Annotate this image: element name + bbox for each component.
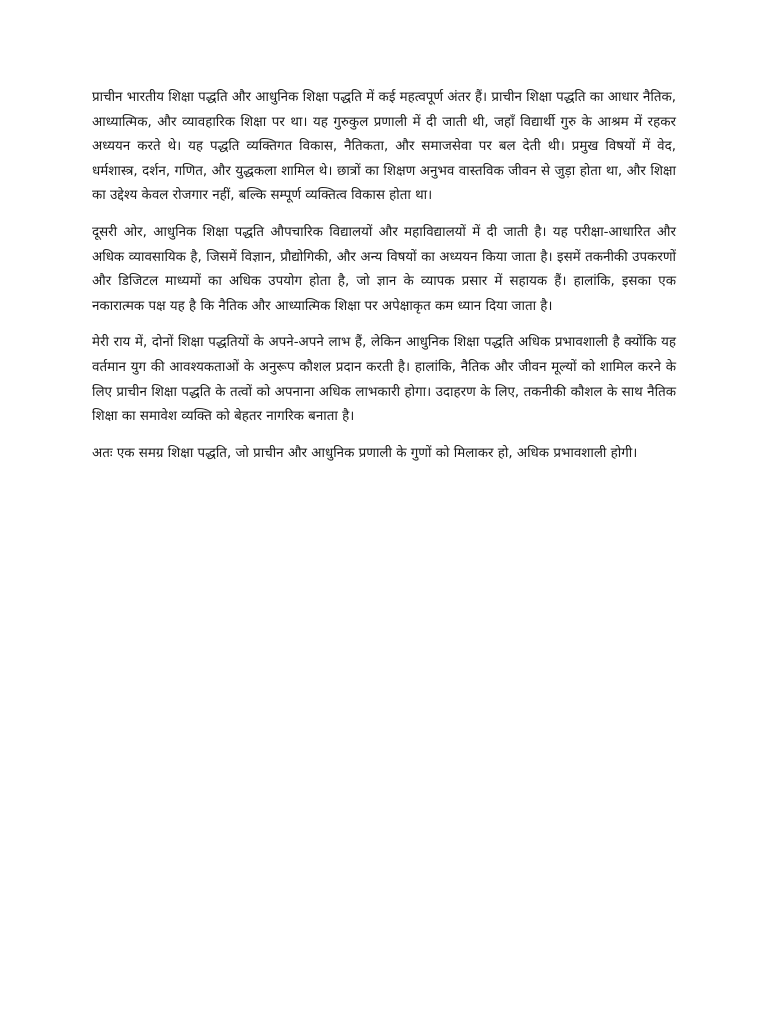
document-body [92, 86, 676, 478]
paragraph-3: मेरी राय में, दोनों शिक्षा पद्धतियों के अपने-अपने लाभ हैं, लेकिन आधुनिक शिक्षा पद्धति अधिक प्रभावशाली है क्योंकि यह वर्तमान युग की आवश्यकताओं के अनुरूप कौशल प्रदान करती है। हालांकि, नैतिक और जीवन मूल्यों को शामिल करने के लिए प्राचीन शिक्षा पद्धति के तत्वों को अपनाना अधिक लाभकारी होगा। उदाहरण के लिए, तकनीकी कौशल के साथ नैतिक शिक्षा का समावेश व्यक्ति को बेहतर नागरिक बनाता है। [92, 335, 676, 425]
paragraph-1: प्राचीन भारतीय शिक्षा पद्धति और आधुनिक शिक्षा पद्धति में कई महत्वपूर्ण अंतर हैं। प्राचीन शिक्षा पद्धति का आधार नैतिक, आध्यात्मिक, और व्यावहारिक शिक्षा पर था। यह गुरुकुल प्रणाली में दी जाती थी, जहाँ विद्यार्थी गुरु के आश्रम में रहकर अध्ययन करते थे। यह पद्धति व्यक्तिगत विकास, नैतिकता, और समाजसेवा पर बल देती थी। प्रमुख विषयों में वेद, धर्मशास्त्र, दर्शन, गणित, और युद्धकला शामिल थे। छात्रों का शिक्षण अनुभव वास्तविक जीवन से जुड़ा होता था, और शिक्षा का उद्देश्य केवल रोजगार नहीं, बल्कि सम्पूर्ण व्यक्तित्व विकास होता था। [92, 90, 676, 204]
paragraph-2: दूसरी ओर, आधुनिक शिक्षा पद्धति औपचारिक विद्यालयों और महाविद्यालयों में दी जाती है। यह परीक्षा-आधारित और अधिक व्यावसायिक है, जिसमें विज्ञान, प्रौद्योगिकी, और अन्य विषयों का अध्ययन किया जाता है। इसमें तकनीकी उपकरणों और डिजिटल माध्यमों का अधिक उपयोग होता है, जो ज्ञान के व्यापक प्रसार में सहायक हैं। हालांकि, इसका एक नकारात्मक पक्ष यह है कि नैतिक और आध्यात्मिक शिक्षा पर अपेक्षाकृत कम ध्यान दिया जाता है। [92, 224, 676, 314]
paragraph-4: अतः एक समग्र शिक्षा पद्धति, जो प्राचीन और आधुनिक प्रणाली के गुणों को मिलाकर हो, अधिक प्रभावशाली होगी। [92, 445, 638, 461]
